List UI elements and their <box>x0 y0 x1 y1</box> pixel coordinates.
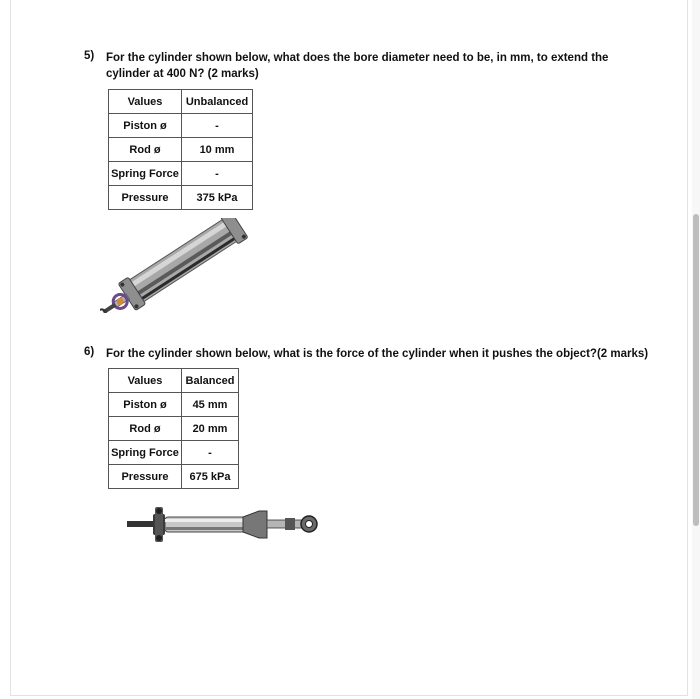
table-cell: Pressure <box>109 186 182 210</box>
table-row <box>109 417 239 441</box>
table-row <box>109 114 253 138</box>
question-6-table <box>108 368 239 489</box>
pneumatic-cylinder-image <box>100 218 260 313</box>
table-cell: 10 mm <box>182 138 253 162</box>
table-row <box>109 162 253 186</box>
vertical-scrollbar[interactable] <box>692 0 700 699</box>
scrollbar-thumb[interactable] <box>693 214 699 526</box>
table-header-cell: Values <box>109 369 182 393</box>
hydraulic-cylinder-image <box>125 502 320 547</box>
table-header-cell: Values <box>109 90 182 114</box>
table-cell: 20 mm <box>182 417 239 441</box>
table-cell: 45 mm <box>182 393 239 417</box>
question-6-line-1: For the cylinder shown below, what is the force of the cylinder when it pushes the object?(2 marks) <box>106 348 649 360</box>
table-header-cell: Unbalanced <box>182 90 253 114</box>
table-row <box>109 138 253 162</box>
table-row <box>109 441 239 465</box>
table-cell: Spring Force <box>109 441 182 465</box>
question-5-line-1: For the cylinder shown below, what does the bore diameter need to be, in mm, to extend the <box>106 52 609 64</box>
table-row <box>109 186 253 210</box>
table-header-row <box>109 90 253 114</box>
table-cell: - <box>182 162 253 186</box>
table-cell: Piston ø <box>109 114 182 138</box>
table-cell: Rod ø <box>109 417 182 441</box>
question-6-text <box>106 346 648 362</box>
question-5-table <box>108 89 253 210</box>
table-cell: 675 kPa <box>182 465 239 489</box>
table-header-cell: Balanced <box>182 369 239 393</box>
table-cell: Spring Force <box>109 162 182 186</box>
question-5-number: 5) <box>84 50 95 62</box>
table-cell: 375 kPa <box>182 186 253 210</box>
table-cell: Pressure <box>109 465 182 489</box>
table-row <box>109 465 239 489</box>
question-6-number: 6) <box>84 346 95 358</box>
table-row <box>109 393 239 417</box>
table-cell: Rod ø <box>109 138 182 162</box>
table-cell: - <box>182 441 239 465</box>
table-header-row <box>109 369 239 393</box>
table-cell: Piston ø <box>109 393 182 417</box>
question-5-text <box>106 50 608 82</box>
question-5-line-2: cylinder at 400 N? (2 marks) <box>106 68 259 80</box>
table-cell: - <box>182 114 253 138</box>
